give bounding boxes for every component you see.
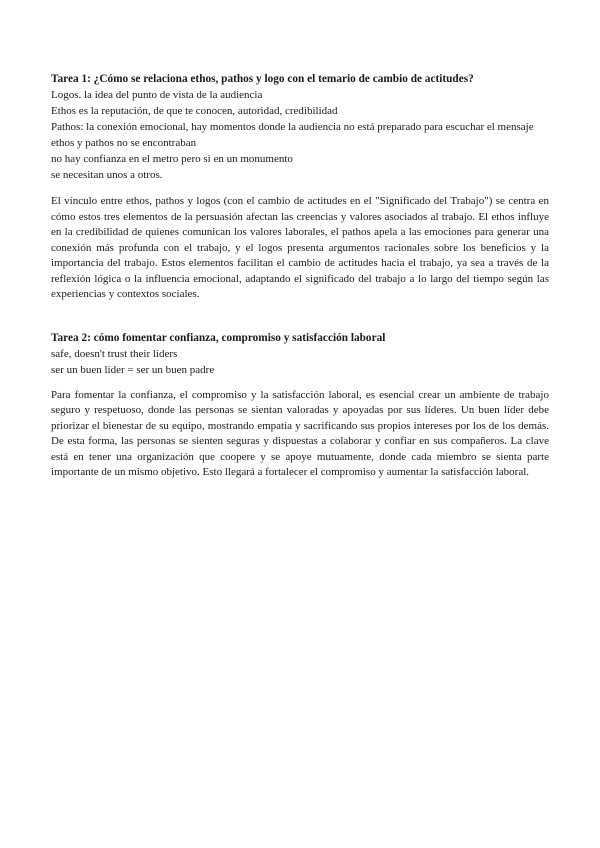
task2-note: safe, doesn't trust their liders [51,347,178,360]
task1-note: Logos. la idea del punto de vista de la audiencia [51,89,263,101]
task1-note: se necesitan unos a otros. [51,169,163,181]
task1-paragraph: El vínculo entre ethos, pathos y logos (con el cambio de actitudes en el "Significado del Trabajo") se centra en cómo estos tres elementos de la persuasión afectan las creencias y valores asociados al trabajo. El ethos influye en la credibilidad de quienes comunican los valores laborales, el pathos apela a las emociones para generar una conexión más profunda con el trabajo, y el logos presenta argumentos racionales sobre los beneficios y la importancia del trabajo. Estos elementos facilitan el cambio de actitudes hacia el trabajo, ya sea a través de la reflexión lógica o la influencia emocional, adaptando el significado del trabajo a lo largo del tiempo según las experiencias y contextos sociales. [51,195,549,300]
document-content [51,71,549,481]
task2-section [51,330,549,481]
task2-note: ser un buen lider = ser un buen padre [51,363,215,376]
task2-paragraph: Para fomentar la confianza, el compromiso y la satisfacción laboral, es esencial crear un ambiente de trabajo seguro y respetuoso, donde las personas se sientan valoradas y apoyadas por sus líderes. Un buen líder debe priorizar el bienestar de su equipo, mostrando empatía y sacrificando sus propios intereses por los de los demás. De esta forma, las personas se sienten seguras y dispuestas a colaborar y confiar en sus compañeros. La clave está en tener una organización que coopere y se apoye mutuamente, donde cada miembro se sienta parte importante de un mismo objetivo. Esto llegará a fortalecer el compromiso y aumentar la satisfacción laboral. [51,388,549,478]
task1-section [51,71,549,303]
task2-heading: Tarea 2: cómo fomentar confianza, compromiso y satisfacción laboral [51,331,386,344]
task1-note: Ethos es la reputación, de que te conocen, autoridad, credibilidad [51,105,338,117]
task1-note: ethos y pathos no se encontraban [51,137,197,149]
task1-heading: Tarea 1: ¿Cómo se relaciona ethos, pathos y logo con el temario de cambio de actitudes? [51,73,474,85]
task1-note: no hay confianza en el metro pero si en un monumento [51,153,293,165]
task1-note: Pathos: la conexión emocional, hay momentos donde la audiencia no está preparado para escuchar el mensaje [51,121,534,133]
